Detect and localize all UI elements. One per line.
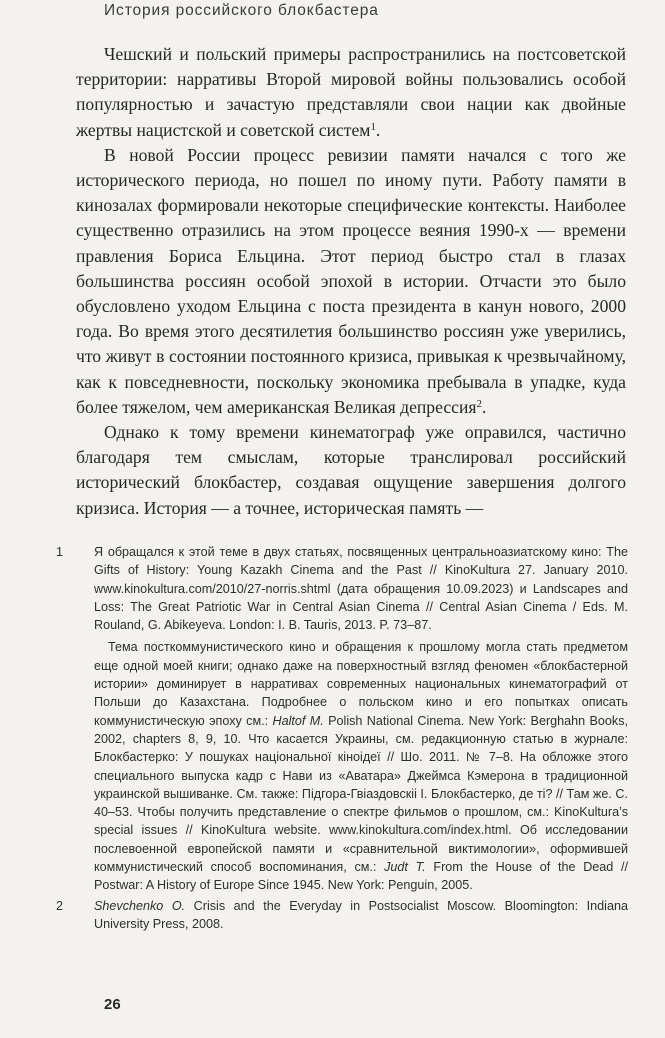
footnote-author: Haltof M. xyxy=(272,713,324,728)
paragraph xyxy=(76,143,626,420)
paragraph xyxy=(76,42,626,143)
footnote-text-wrapper xyxy=(94,897,628,934)
paragraph-text-end: . xyxy=(375,119,381,140)
footnote-text: Тема посткоммунистического кино и обращения к прошлому могла стать предметом еще одной моей книги; однако даже на поверхностный взгляд феномен «блокбастерной истории» доминирует в нарративах современных национальных кинематографий от Польши до Казахстана. Подробнее о польском кино и его попытках описать коммунистическую эпоху см.: xyxy=(94,640,628,728)
paragraph-text: В новой России процесс ревизии памяти начался с того же исторического периода, но пошел по иному пути. Работу памяти в кинозалах формировали некоторые специфические контексты. Наиболее существенно отразились на этом процессе веяния 1990-х — времени правления Бориса Ельцина. Этот период быстро стал в глазах большинства россиян особой эпохой в истории. Отчасти это было обусловлено уходом Ельцина с поста президента в канун нового, 2000 года. Во время этого десятилетия большинство россиян уже уверились, что живут в состоянии постоянного кризиса, привыкая к чрезвычайному, как к повседневности, поскольку экономика пребывала в упадке, куда более тяжелом, чем американская Великая депрессия xyxy=(76,144,626,417)
footnote xyxy=(56,897,628,934)
footnote-text: Crisis and the Everyday in Postsocialist Moscow. Bloomington: Indiana University Press, 2008. xyxy=(94,898,628,931)
footnotes xyxy=(56,543,628,933)
footnote-continuation xyxy=(94,638,628,894)
footnote-text: Polish National Cinema. New York: Berghahn Books, 2002, chapters 8, 9, 10. Что касается Украины, см. редакционную статью в журнале: Блокбастерко: У пошуках національної кіноідеї // Шо. 2011. № 7–8. На обложке этого специального выпуска кадр с Нави из «Аватара» Джеймса Кэмерона в традиционной украинской вышиванке. См. также: Підгора-Гвіаздовскіі І. Блокбастерко, де ті? // Там же. С. 40–53. Чтобы получить представление о спектре фильмов о прошлом, см.: KinoKultura’s special issues // KinoKultura website. www.kinokultura.com/index.html. Об исследовании послевоенной европейской памяти и «сравнительной виктимологии», оформившей коммунистический способ воспоминания, см.: xyxy=(94,713,629,875)
footnote-number: 2 xyxy=(56,898,64,913)
running-header: История российского блокбастера xyxy=(104,2,379,19)
paragraph-text: Чешский и польский примеры распространились на постсоветской территории: нарративы Второй мировой войны пользовались особой популярностью и зачастую представляли свои нации как двойные жертвы нацистской и советской систем xyxy=(76,44,626,140)
main-text xyxy=(76,42,626,521)
footnote-author: Judt T. xyxy=(384,860,426,875)
paragraph xyxy=(76,420,626,521)
footnote xyxy=(56,543,628,895)
footnote-text: From the House of the Dead // Postwar: A History of Europe Since 1945. New York: Penguin, 2005. xyxy=(94,860,628,893)
footnote-author: Shevchenko O. xyxy=(94,898,186,913)
footnote-number: 1 xyxy=(56,545,64,559)
footnote-text: Я обращался к этой теме в двух статьях, посвященных центральноазиатскому кино: The Gifts of History: Young Kazakh Cinema and the Past // KinoKultura 27. January 2010. www.kinokultura.com/2010/27-norris.shtml (дата обращения 10.09.2023) и Landscapes and Loss: The Great Patriotic War in Central Asian Cinema // Central Asian Cinema / Eds. M. Rouland, G. Abikeyeva. London: I. B. Tauris, 2013. P. 73–87. xyxy=(94,545,628,633)
paragraph-text-end: . xyxy=(481,396,487,417)
page-number: 26 xyxy=(104,996,121,1013)
footnote-ref: 1 xyxy=(370,120,376,133)
footnote-ref: 2 xyxy=(476,397,482,410)
paragraph-text: Однако к тому времени кинематограф уже оправился, частично благодаря тем смыслам, которые транслировал российский исторический блокбастер, создавая ощущение завершения долгого кризиса. История — а точнее, историческая память — xyxy=(76,422,626,518)
